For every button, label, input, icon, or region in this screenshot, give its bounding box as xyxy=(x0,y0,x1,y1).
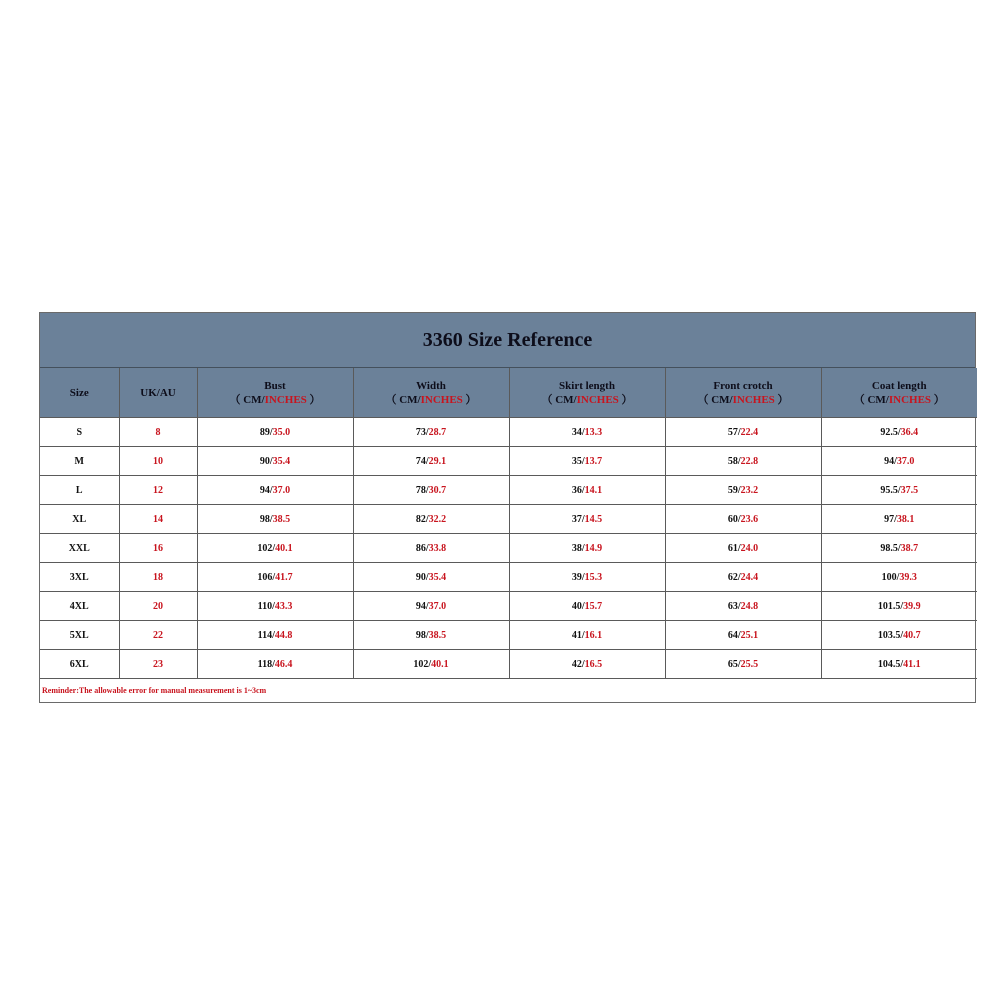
slash-separator: / xyxy=(737,484,741,496)
inch-value: 41.7 xyxy=(275,571,293,583)
slash-separator: / xyxy=(272,629,275,641)
slash-separator: / xyxy=(425,571,429,583)
cm-value: 57 xyxy=(727,426,738,438)
unit-prefix: （ CM/ xyxy=(385,393,421,406)
cm-value: 86 xyxy=(415,542,426,554)
measurement-cell xyxy=(821,447,977,476)
measurement-cell xyxy=(509,563,665,592)
inch-value: 22.8 xyxy=(740,455,759,467)
measurement-cell xyxy=(353,534,509,563)
unit-inches: INCHES xyxy=(732,393,775,406)
inch-value: 37.0 xyxy=(896,455,915,467)
inch-value: 15.3 xyxy=(584,571,603,583)
header-coat-length xyxy=(821,368,977,418)
reminder-text: Reminder:The allowable error for manual measurement is 1~3cm xyxy=(40,679,977,703)
measurement-cell xyxy=(821,534,977,563)
measurement-cell xyxy=(509,476,665,505)
cm-value: 98 xyxy=(259,513,270,525)
inch-value: 38.1 xyxy=(896,513,915,525)
measurement-cell xyxy=(665,534,821,563)
unit-suffix: ） xyxy=(306,393,321,406)
header-unit xyxy=(198,393,353,407)
cm-value: 101.5 xyxy=(877,600,901,612)
inch-value: 35.4 xyxy=(272,455,291,467)
slash-separator: / xyxy=(425,455,429,467)
header-width xyxy=(353,368,509,418)
slash-separator: / xyxy=(269,426,273,438)
cm-value: 38 xyxy=(571,542,582,554)
cm-value: 41 xyxy=(571,629,582,641)
inch-value: 40.7 xyxy=(903,629,921,641)
slash-separator: / xyxy=(581,426,585,438)
size-cell: XL xyxy=(40,505,119,534)
slash-separator: / xyxy=(896,571,900,583)
table-row xyxy=(40,447,977,476)
inch-value: 24.0 xyxy=(740,542,759,554)
slash-separator: / xyxy=(581,455,585,467)
measurement-cell xyxy=(197,534,353,563)
table-row xyxy=(40,505,977,534)
cm-value: 100 xyxy=(881,571,897,583)
unit-prefix: （ CM/ xyxy=(697,393,733,406)
slash-separator: / xyxy=(425,484,429,496)
measurement-cell xyxy=(665,592,821,621)
measurement-cell xyxy=(353,621,509,650)
measurement-cell xyxy=(197,476,353,505)
slash-separator: / xyxy=(737,600,741,612)
size-cell: 6XL xyxy=(40,650,119,679)
measurement-cell xyxy=(665,505,821,534)
measurement-cell xyxy=(665,650,821,679)
cm-value: 35 xyxy=(571,455,582,467)
unit-inches: INCHES xyxy=(576,393,619,406)
slash-separator: / xyxy=(269,484,273,496)
cm-value: 102 xyxy=(257,542,273,554)
uk-au-cell: 23 xyxy=(119,650,197,679)
slash-separator: / xyxy=(900,658,904,670)
inch-value: 24.8 xyxy=(740,600,759,612)
measurement-cell xyxy=(353,476,509,505)
cm-value: 94 xyxy=(884,455,895,467)
measurement-cell xyxy=(197,621,353,650)
cm-value: 36 xyxy=(571,484,582,496)
table-row xyxy=(40,650,977,679)
table-row xyxy=(40,418,977,447)
slash-separator: / xyxy=(894,513,897,525)
header-unit xyxy=(666,393,821,407)
inch-value: 37.5 xyxy=(900,484,919,496)
measurement-cell xyxy=(197,505,353,534)
slash-separator: / xyxy=(272,571,276,583)
inch-value: 28.7 xyxy=(428,426,447,438)
slash-separator: / xyxy=(269,513,273,525)
cm-value: 65 xyxy=(727,658,738,670)
cm-value: 94 xyxy=(259,484,270,496)
measurement-cell xyxy=(665,447,821,476)
unit-suffix: ） xyxy=(618,393,633,406)
inch-value: 40.1 xyxy=(431,658,449,670)
inch-value: 36.4 xyxy=(900,426,919,438)
measurement-cell xyxy=(821,650,977,679)
header-row xyxy=(40,368,977,418)
slash-separator: / xyxy=(900,629,904,641)
size-cell: L xyxy=(40,476,119,505)
inch-value: 44.8 xyxy=(274,629,293,641)
cm-value: 94 xyxy=(415,600,426,612)
slash-separator: / xyxy=(581,658,585,670)
unit-suffix: ） xyxy=(931,393,945,406)
cm-value: 90 xyxy=(259,455,270,467)
slash-separator: / xyxy=(737,542,741,554)
inch-value: 38.5 xyxy=(428,629,447,641)
table-row xyxy=(40,476,977,505)
unit-prefix: （ CM/ xyxy=(541,393,577,406)
header-uk-au: UK/AU xyxy=(119,368,197,418)
table-row xyxy=(40,621,977,650)
slash-separator: / xyxy=(900,600,904,612)
slash-separator: / xyxy=(425,629,429,641)
inch-value: 33.8 xyxy=(428,542,447,554)
measurement-cell xyxy=(197,447,353,476)
measurement-cell xyxy=(821,621,977,650)
measurement-cell xyxy=(665,476,821,505)
measurement-cell xyxy=(509,418,665,447)
measurement-cell xyxy=(509,447,665,476)
inch-value: 24.4 xyxy=(740,571,759,583)
cm-value: 89 xyxy=(259,426,270,438)
slash-separator: / xyxy=(737,455,741,467)
cm-value: 106 xyxy=(257,571,273,583)
unit-inches: INCHES xyxy=(420,393,463,406)
size-chart xyxy=(39,312,976,703)
cm-value: 39 xyxy=(571,571,582,583)
inch-value: 29.1 xyxy=(428,455,447,467)
cm-value: 42 xyxy=(571,658,582,670)
inch-value: 23.6 xyxy=(740,513,759,525)
table-row xyxy=(40,534,977,563)
cm-value: 90 xyxy=(415,571,426,583)
unit-inches: INCHES xyxy=(888,393,932,406)
cm-value: 114 xyxy=(257,629,273,641)
uk-au-cell: 18 xyxy=(119,563,197,592)
header-front-crotch xyxy=(665,368,821,418)
uk-au-cell: 8 xyxy=(119,418,197,447)
size-cell: S xyxy=(40,418,119,447)
inch-value: 22.4 xyxy=(740,426,759,438)
header-label: Front crotch xyxy=(713,379,773,392)
measurement-cell xyxy=(353,563,509,592)
measurement-cell xyxy=(197,418,353,447)
measurement-cell xyxy=(197,563,353,592)
inch-value: 39.9 xyxy=(903,600,921,612)
slash-separator: / xyxy=(581,571,585,583)
slash-separator: / xyxy=(737,629,741,641)
cm-value: 37 xyxy=(571,513,582,525)
measurement-cell xyxy=(509,592,665,621)
table-row xyxy=(40,592,977,621)
inch-value: 35.4 xyxy=(428,571,447,583)
cm-value: 97 xyxy=(884,513,895,525)
slash-separator: / xyxy=(272,542,276,554)
inch-value: 16.1 xyxy=(584,629,603,641)
slash-separator: / xyxy=(737,571,741,583)
header-label: Width xyxy=(416,379,446,392)
measurement-cell xyxy=(197,592,353,621)
cm-value: 95.5 xyxy=(880,484,898,496)
uk-au-cell: 10 xyxy=(119,447,197,476)
slash-separator: / xyxy=(581,600,585,612)
cm-value: 82 xyxy=(415,513,426,525)
slash-separator: / xyxy=(737,658,741,670)
inch-value: 25.5 xyxy=(740,658,759,670)
cm-value: 118 xyxy=(257,658,273,670)
slash-separator: / xyxy=(428,658,432,670)
inch-value: 14.5 xyxy=(584,513,603,525)
cm-value: 78 xyxy=(415,484,426,496)
cm-value: 62 xyxy=(727,571,738,583)
measurement-cell xyxy=(821,476,977,505)
slash-separator: / xyxy=(581,513,585,525)
measurement-cell xyxy=(665,563,821,592)
header-size: Size xyxy=(40,368,119,418)
header-unit xyxy=(510,393,665,407)
measurement-cell xyxy=(509,505,665,534)
slash-separator: / xyxy=(425,426,429,438)
inch-value: 41.1 xyxy=(903,658,921,670)
uk-au-cell: 12 xyxy=(119,476,197,505)
inch-value: 23.2 xyxy=(740,484,759,496)
slash-separator: / xyxy=(425,542,429,554)
header-skirt-length xyxy=(509,368,665,418)
inch-value: 16.5 xyxy=(584,658,603,670)
cm-value: 60 xyxy=(727,513,738,525)
inch-value: 46.4 xyxy=(274,658,293,670)
inch-value: 37.0 xyxy=(428,600,447,612)
slash-separator: / xyxy=(581,484,585,496)
header-bust xyxy=(197,368,353,418)
inch-value: 38.7 xyxy=(900,542,919,554)
inch-value: 14.9 xyxy=(584,542,603,554)
cm-value: 74 xyxy=(415,455,426,467)
measurement-cell xyxy=(665,418,821,447)
measurement-cell xyxy=(821,505,977,534)
header-unit xyxy=(354,393,509,407)
inch-value: 39.3 xyxy=(899,571,917,583)
measurement-cell xyxy=(509,534,665,563)
inch-value: 32.2 xyxy=(428,513,447,525)
cm-value: 34 xyxy=(571,426,582,438)
inch-value: 38.5 xyxy=(272,513,291,525)
measurement-cell xyxy=(353,650,509,679)
cm-value: 103.5 xyxy=(877,629,901,641)
measurement-cell xyxy=(197,650,353,679)
inch-value: 35.0 xyxy=(272,426,291,438)
inch-value: 15.7 xyxy=(584,600,603,612)
inch-value: 30.7 xyxy=(428,484,447,496)
slash-separator: / xyxy=(897,484,901,496)
cm-value: 102 xyxy=(413,658,429,670)
uk-au-cell: 22 xyxy=(119,621,197,650)
size-cell: M xyxy=(40,447,119,476)
inch-value: 40.1 xyxy=(275,542,293,554)
inch-value: 13.3 xyxy=(584,426,603,438)
unit-suffix: ） xyxy=(774,393,789,406)
slash-separator: / xyxy=(269,455,273,467)
slash-separator: / xyxy=(581,629,585,641)
table-row xyxy=(40,563,977,592)
slash-separator: / xyxy=(897,426,901,438)
slash-separator: / xyxy=(581,542,585,554)
measurement-cell xyxy=(353,447,509,476)
slash-separator: / xyxy=(272,658,275,670)
slash-separator: / xyxy=(272,600,275,612)
cm-value: 92.5 xyxy=(880,426,898,438)
slash-separator: / xyxy=(894,455,897,467)
measurement-cell xyxy=(665,621,821,650)
cm-value: 73 xyxy=(415,426,426,438)
measurement-cell xyxy=(821,592,977,621)
cm-value: 64 xyxy=(727,629,738,641)
header-label: Coat length xyxy=(871,379,927,392)
inch-value: 43.3 xyxy=(274,600,293,612)
measurement-cell xyxy=(821,418,977,447)
cm-value: 59 xyxy=(727,484,738,496)
slash-separator: / xyxy=(425,513,429,525)
size-cell: 4XL xyxy=(40,592,119,621)
measurement-cell xyxy=(509,650,665,679)
uk-au-cell: 16 xyxy=(119,534,197,563)
inch-value: 13.7 xyxy=(584,455,603,467)
unit-prefix: （ CM/ xyxy=(229,393,265,406)
header-unit xyxy=(822,393,978,407)
slash-separator: / xyxy=(897,542,901,554)
uk-au-cell: 14 xyxy=(119,505,197,534)
cm-value: 98.5 xyxy=(880,542,898,554)
header-label: Skirt length xyxy=(559,379,615,392)
cm-value: 110 xyxy=(257,600,273,612)
inch-value: 14.1 xyxy=(584,484,603,496)
size-cell: 5XL xyxy=(40,621,119,650)
size-cell: XXL xyxy=(40,534,119,563)
cm-value: 98 xyxy=(415,629,426,641)
slash-separator: / xyxy=(737,513,741,525)
cm-value: 63 xyxy=(727,600,738,612)
slash-separator: / xyxy=(425,600,429,612)
inch-value: 37.0 xyxy=(272,484,291,496)
measurement-cell xyxy=(353,592,509,621)
cm-value: 104.5 xyxy=(877,658,901,670)
chart-title: 3360 Size Reference xyxy=(40,313,975,368)
unit-suffix: ） xyxy=(462,393,477,406)
reminder-row xyxy=(40,679,977,703)
slash-separator: / xyxy=(737,426,741,438)
cm-value: 61 xyxy=(727,542,738,554)
header-label: Bust xyxy=(264,379,286,392)
size-cell: 3XL xyxy=(40,563,119,592)
measurement-cell xyxy=(821,563,977,592)
uk-au-cell: 20 xyxy=(119,592,197,621)
measurement-cell xyxy=(353,505,509,534)
measurement-cell xyxy=(509,621,665,650)
measurement-cell xyxy=(353,418,509,447)
cm-value: 58 xyxy=(727,455,738,467)
unit-prefix: （ CM/ xyxy=(853,393,889,406)
unit-inches: INCHES xyxy=(264,393,307,406)
size-table xyxy=(40,368,977,702)
cm-value: 40 xyxy=(571,600,582,612)
inch-value: 25.1 xyxy=(740,629,759,641)
